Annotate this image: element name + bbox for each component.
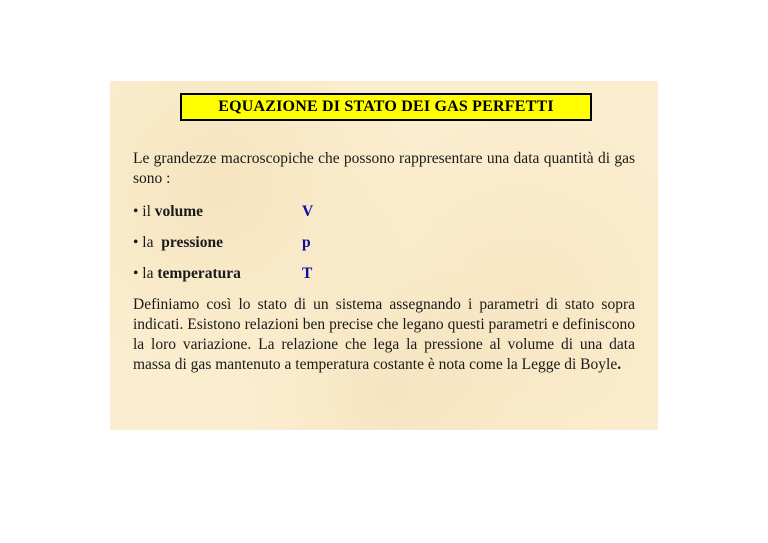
bullet-word: temperatura <box>157 265 241 282</box>
bullet-symbol: T <box>302 265 313 282</box>
bullet-volume <box>133 202 433 222</box>
bullet-word: pressione <box>161 234 223 251</box>
title-box <box>180 93 592 121</box>
bullet-prefix: • la <box>133 265 158 282</box>
body-text: Definiamo così lo stato di un sistema assegnando i parametri di stato sopra indicati. Esistono relazioni ben precise che legano questi parametri e definiscono la loro variazione. La relazione che lega la pressione al volume di una data massa di gas mantenuto a temperatura costante è nota come la Legge di Boyle <box>133 296 635 373</box>
bullet-prefix: • il <box>133 203 155 220</box>
slide <box>110 81 658 430</box>
bullet-temperature <box>133 264 433 284</box>
bullet-pressure <box>133 233 433 253</box>
bullet-prefix: • la <box>133 234 162 251</box>
slide-title: EQUAZIONE DI STATO DEI GAS PERFETTI <box>218 98 554 115</box>
intro-paragraph: Le grandezze macroscopiche che possono rappresentare una data quantità di gas sono : <box>133 150 635 187</box>
body-period: . <box>617 356 622 373</box>
bullet-symbol: p <box>302 234 311 251</box>
body-paragraph <box>133 295 635 375</box>
bullet-word: volume <box>154 203 204 220</box>
bullet-symbol: V <box>302 203 314 220</box>
